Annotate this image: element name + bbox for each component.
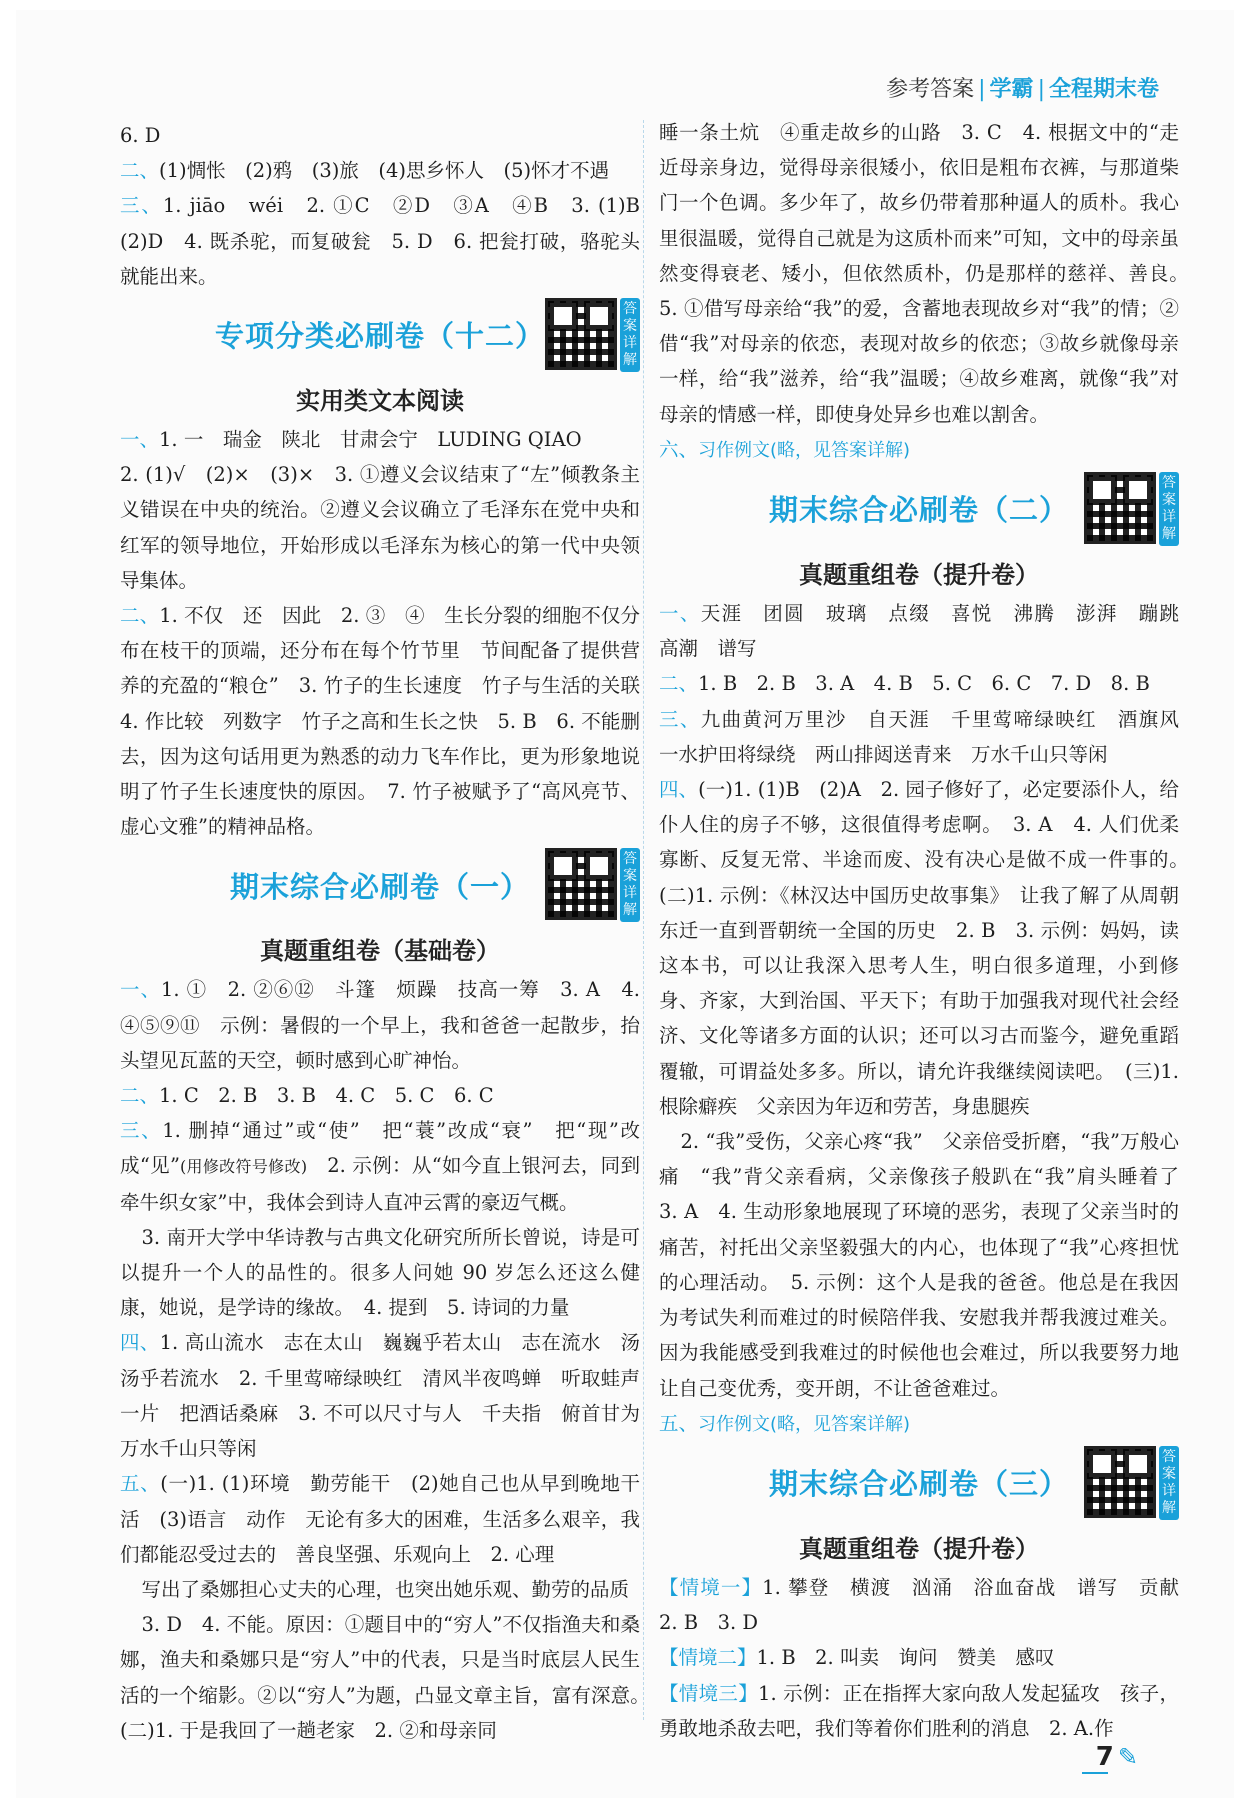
section-header bbox=[659, 1442, 1179, 1528]
qr-label: 答案详解 bbox=[620, 848, 640, 922]
qr-block bbox=[1084, 1446, 1179, 1520]
answer-line: 六、习作例文(略，见答案详解) bbox=[659, 437, 911, 461]
page-header: 参考答案 | 学霸 | 全程期末卷 bbox=[886, 77, 1159, 102]
answer-line: 睡一条土炕 ④重走故乡的山路 3. C 4. 根据文中的“走近母亲身边，觉得母亲很矮小，依旧是粗布衣裤，与那道柴门一个色调。多少年了，故乡仍带着那种逼人的质朴。我心里很温暖，觉得自己就是为这质朴而来”可知，文中的母亲虽然变得衰老、矮小，但依然质朴，仍是那样的慈祥、善良。 5. ①借写母亲给“我”的爱，含蓄地表现故乡对“我”的情；②借“我”对母亲的依恋，表现对故乡的依恋；③故乡就像母亲一样，给“我”滋养，给“我”温暖；④故乡难离，就像“我”对母亲的情感一样，即使身处异乡也难以割舍。 bbox=[659, 121, 1199, 426]
left-column bbox=[120, 118, 660, 1748]
answer-line: 二、1. B 2. B 3. A 4. B 5. C 6. C 7. D 8. B bbox=[659, 672, 1150, 696]
qr-code-icon[interactable] bbox=[1084, 1446, 1156, 1518]
section-header bbox=[120, 294, 640, 380]
answer-line: 3. 南开大学中华诗教与古典文化研究所所长曾说，诗是可以提升一个人的品性的。很多人问她 90 岁怎么还这么健康，她说，是学诗的缘故。 4. 提到 5. 诗词的力量 bbox=[120, 1225, 640, 1320]
answer-line: 3. D 4. 不能。原因：①题目中的“穷人”不仅指渔夫和桑娜，渔夫和桑娜只是“穷人”中的代表，只是当时底层人民生活的一个缩影。②以“穷人”为题，凸显文章主旨，富有深意。 (二)1. 于是我回了一趟老家 2. ②和母亲同 bbox=[120, 1613, 660, 1742]
page bbox=[16, 10, 1234, 1798]
column-divider bbox=[643, 120, 644, 1720]
section-subtitle: 真题重组卷（提升卷） bbox=[799, 1534, 1039, 1563]
qr-block bbox=[545, 298, 640, 372]
answer-line: 写出了桑娜担心丈夫的心理，也突出她乐观、勤劳的品质 bbox=[141, 1577, 629, 1601]
answer-line: 2. (1)√ (2)× (3)× 3. ①遵义会议结束了“左”倾教条主义错误在中央的统治。②遵义会议确立了毛泽东在党中央和红军的领导地位，开始形成以毛泽东为核心的第一代中央领导集体。 bbox=[120, 463, 640, 592]
section-title: 期末综合必刷卷（三） bbox=[768, 1467, 1069, 1502]
answer-line: 三、1. jiāo wéi 2. ①C ②D ③A ④B 3. (1)B (2)D 4. 既杀驼，而复破瓮 5. D 6. 把瓮打破，骆驼头就能出来。 bbox=[120, 194, 660, 288]
section-header bbox=[659, 468, 1179, 554]
section-title: 期末综合必刷卷（一） bbox=[229, 869, 530, 904]
answer-line: 【情境三】1. 示例：正在指挥大家向敌人发起猛攻 孩子，勇敢地杀敌去吧，我们等着你们胜利的消息 2. A.作 bbox=[659, 1681, 1179, 1740]
answer-line: 一、1. ① 2. ②⑥⑫ 斗篷 烦躁 技高一筹 3. A 4. ④⑤⑨⑪ 示例：暑假的一个早上，我和爸爸一起散步，抬头望见瓦蓝的天空，顿时感到心旷神怡。 bbox=[120, 978, 640, 1072]
answer-line: 二、(1)惆怅 (2)鸦 (3)旅 (4)思乡怀人 (5)怀才不遇 bbox=[120, 159, 610, 183]
page-number: 7 ✎ bbox=[1096, 1742, 1138, 1772]
qr-label: 答案详解 bbox=[1159, 472, 1179, 546]
answer-line: 一、1. 一 瑞金 陕北 甘肃会宁 LUDING QIAO bbox=[120, 428, 582, 452]
section-title: 期末综合必刷卷（二） bbox=[768, 493, 1069, 528]
section-title: 专项分类必刷卷（十二） bbox=[214, 319, 545, 354]
qr-block bbox=[545, 848, 640, 922]
answer-line: 四、1. 高山流水 志在太山 巍巍乎若太山 志在流水 汤汤乎若流水 2. 千里莺啼绿映红 清风半夜鸣蝉 听取蛙声一片 把酒话桑麻 3. 不可以尺寸与人 千夫指 俯首甘为 万水千山只等闲 bbox=[120, 1331, 660, 1461]
answer-line: 三、九曲黄河万里沙 自天涯 千里莺啼绿映红 酒旗风 一水护田将绿绕 两山排闼送青来 万水千山只等闲 bbox=[659, 707, 1199, 766]
qr-code-icon[interactable] bbox=[545, 848, 617, 920]
qr-code-icon[interactable] bbox=[545, 298, 617, 370]
qr-label: 答案详解 bbox=[1159, 1446, 1179, 1520]
answer-line: 2. “我”受伤，父亲心疼“我” 父亲倍受折磨，“我”万般心痛 “我”背父亲看病，父亲像孩子般趴在“我”肩头睡着了 3. A 4. 生动形象地展现了环境的恶劣，表现了父亲当时的痛苦，衬托出父亲坚毅强大的内心，也体现了“我”心疼担忧的心理活动。 5. 示例：这个人是我的爸爸。他总是在我因为考试失利而难过的时候陪伴我、安慰我并帮我渡过难关。因为我能感受到我难过的时候他也会难过，所以我要努力地让自己变优秀，变开朗，不让爸爸难过。 bbox=[659, 1130, 1199, 1400]
right-column bbox=[659, 115, 1199, 1746]
answer-line: 6. D bbox=[120, 124, 161, 147]
header-series: 全程期末卷 bbox=[1048, 77, 1159, 102]
answer-line: 一、天涯 团圆 玻璃 点缀 喜悦 沸腾 澎湃 蹦跳 高潮 谱写 bbox=[659, 602, 1199, 661]
section-subtitle: 真题重组卷（基础卷） bbox=[260, 937, 500, 966]
answer-line: 五、(一)1. (1)环境 勤劳能干 (2)她自己也从早到晚地干活 (3)语言 动作 无论有多大的困难，生活多么艰辛，我们都能忍受过去的 善良坚强、乐观向上 2. 心理 bbox=[120, 1472, 640, 1566]
header-answers: 参考答案 bbox=[886, 77, 975, 102]
answer-line: 【情境一】1. 攀登 横渡 汹涌 浴血奋战 谱写 贡献 2. B 3. D bbox=[659, 1575, 1199, 1635]
qr-block bbox=[1084, 472, 1179, 546]
section-header bbox=[120, 844, 640, 930]
pen-icon: ✎ bbox=[1117, 1743, 1138, 1771]
answer-line: 三、1. 删掉“通过”或“使” 把“蓑”改成“衰” 把“现”改成“见”(用修改符号修改) 2. 示例：从“如今直上银河去，同到牵牛织女家”中，我体会到诗人直冲云霄的豪迈气概。 bbox=[120, 1119, 640, 1214]
answer-line: 二、1. 不仅 还 因此 2. ③ ④ 生长分裂的细胞不仅分布在枝干的顶端，还分布在每个竹节里 节间配备了提供营养的充盈的“粮仓” 3. 竹子的生长速度 竹子与生活的关联 4. 作比较 列数字 竹子之高和生长之快 5. B 6. 不能删去，因为这句话用更为熟悉的动力飞车作比，更为形象地说明了竹子生长速度快的原因。 7. 竹子被赋予了“高风亮节、虚心文雅”的精神品格。 bbox=[120, 604, 660, 839]
qr-label: 答案详解 bbox=[620, 298, 640, 372]
section-subtitle: 真题重组卷（提升卷） bbox=[799, 561, 1039, 590]
answer-line: 五、习作例文(略，见答案详解) bbox=[659, 1411, 911, 1435]
header-brand: 学霸 bbox=[989, 77, 1034, 102]
qr-code-icon[interactable] bbox=[1084, 472, 1156, 544]
answer-line: 二、1. C 2. B 3. B 4. C 5. C 6. C bbox=[120, 1084, 494, 1108]
answer-line: 【情境二】1. B 2. 叫卖 询问 赞美 感叹 bbox=[659, 1646, 1055, 1670]
section-subtitle: 实用类文本阅读 bbox=[296, 387, 464, 416]
answer-line: 四、(一)1. (1)B (2)A 2. 园子修好了，必定要添仆人，给仆人住的房子不够，这很值得考虑啊。 3. A 4. 人们优柔寡断、反复无常、半途而废、没有决心是做不成一件事的。 (二)1. 示例：《林汉达中国历史故事集》 让我了解了从周朝东迁一直到晋朝统一全国的历史 2. B 3. 示例：妈妈，读这本书，可以让我深入思考人生，明白很多道理，小到修身、齐家，大到治国、平天下；有助于加强我对现代社会经济、文化等诸多方面的认识；还可以习古而鉴今，避免重蹈覆辙，可谓益处多多。所以，请允许我继续阅读吧。 (三)1. 根除癖疾 父亲因为年迈和劳苦，身患腿疾 bbox=[659, 778, 1199, 1118]
